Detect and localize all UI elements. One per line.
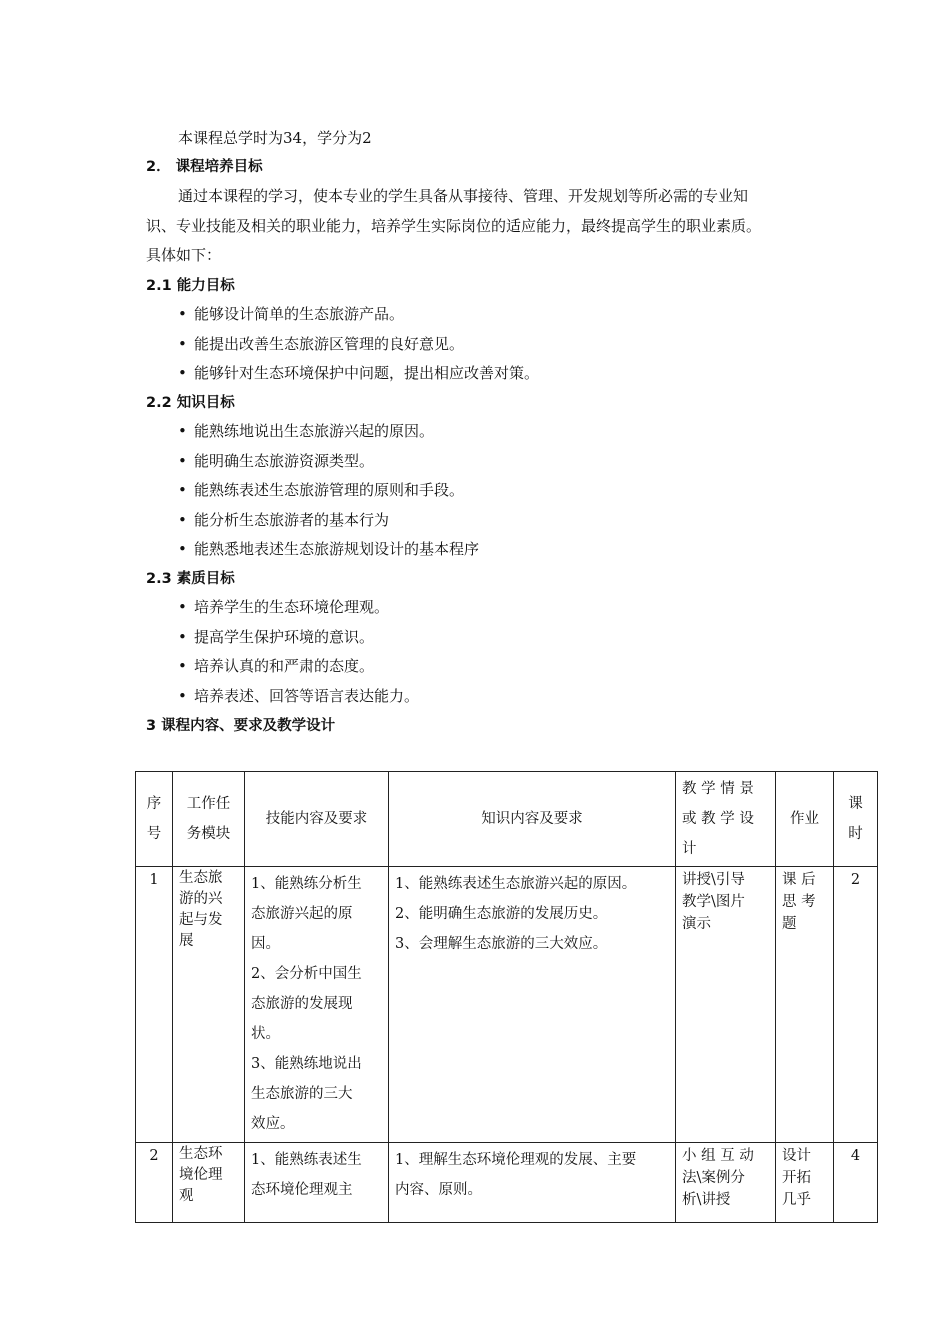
para-line-3: 具体如下： (146, 246, 222, 264)
row-seq: 2 (136, 1143, 173, 1223)
knowledge-heading: 2.2 知识目标 (146, 395, 235, 411)
row-skill: 1、能熟练表述生 态环境伦理观主 (245, 1143, 389, 1223)
quality-item: • 提高学生保护环境的意识。 (194, 627, 374, 647)
section2-heading: 2． 课程培养目标 (146, 159, 263, 175)
ability-item: • 能够针对生态环境保护中问题，提出相应改善对策。 (194, 363, 539, 383)
quality-item: • 培养认真的和严肃的态度。 (194, 656, 374, 676)
row-module: 生态环 境伦理 观 (173, 1143, 245, 1223)
course-content-table (135, 771, 878, 1223)
quality-item: • 培养表述、回答等语言表达能力。 (194, 686, 419, 706)
header-skill: 技能内容及要求 (245, 772, 389, 867)
table-header-row (136, 772, 878, 867)
hours-line: 本课程总学时为34，学分为2 (178, 129, 372, 147)
row-homework: 设计 开拓 几乎 (776, 1143, 834, 1223)
knowledge-item: • 能分析生态旅游者的基本行为 (194, 510, 389, 530)
knowledge-item: • 能熟练表述生态旅游管理的原则和手段。 (194, 480, 464, 500)
table-row (136, 1143, 878, 1223)
ability-item: • 能够设计简单的生态旅游产品。 (194, 304, 404, 324)
row-method: 讲授\引导 教学\图片 演示 (676, 867, 776, 1143)
knowledge-item: • 能熟练地说出生态旅游兴起的原因。 (194, 421, 434, 441)
row-homework: 课 后 思 考 题 (776, 867, 834, 1143)
section3-heading: 3 课程内容、要求及教学设计 (146, 718, 336, 734)
knowledge-item: • 能明确生态旅游资源类型。 (194, 451, 374, 471)
header-homework: 作业 (776, 772, 834, 867)
knowledge-item: • 能熟悉地表述生态旅游规划设计的基本程序 (194, 539, 479, 559)
row-knowledge: 1、能熟练表述生态旅游兴起的原因。 2、能明确生态旅游的发展历史。 3、会理解生态旅游的三大效应。 (389, 867, 676, 1143)
quality-item: • 培养学生的生态环境伦理观。 (194, 597, 389, 617)
row-hours: 2 (834, 867, 878, 1143)
para-line-1: 通过本课程的学习，使本专业的学生具备从事接待、管理、开发规划等所必需的专业知 (178, 187, 749, 205)
row-hours: 4 (834, 1143, 878, 1223)
header-seq: 序 号 (136, 772, 173, 867)
header-module: 工作任 务模块 (173, 772, 245, 867)
header-hours: 课 时 (834, 772, 878, 867)
row-module: 生态旅 游的兴 起与发 展 (173, 867, 245, 1143)
ability-item: • 能提出改善生态旅游区管理的良好意见。 (194, 334, 464, 354)
header-method: 教 学 情 景 或 教 学 设 计 (676, 772, 776, 867)
row-method: 小 组 互 动 法\案例分 析\讲授 (676, 1143, 776, 1223)
quality-heading: 2.3 素质目标 (146, 571, 235, 587)
row-seq: 1 (136, 867, 173, 1143)
table-row (136, 867, 878, 1143)
header-knowledge: 知识内容及要求 (389, 772, 676, 867)
ability-heading: 2.1 能力目标 (146, 278, 235, 294)
para-line-2: 识、专业技能及相关的职业能力，培养学生实际岗位的适应能力，最终提高学生的职业素质。 (146, 217, 762, 235)
row-knowledge: 1、理解生态环境伦理观的发展、主要 内容、原则。 (389, 1143, 676, 1223)
row-skill: 1、能熟练分析生 态旅游兴起的原 因。 2、会分析中国生 态旅游的发展现 状。 3、能熟练地说出 生态旅游的三大 效应。 (245, 867, 389, 1143)
